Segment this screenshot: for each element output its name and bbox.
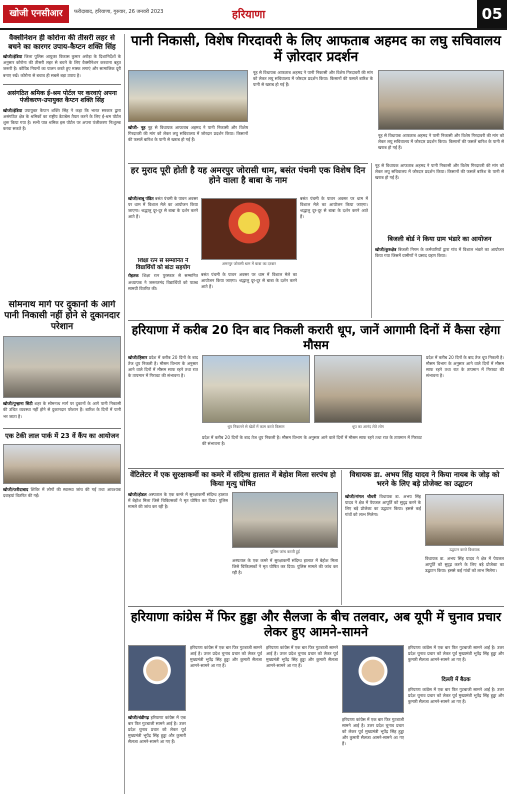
top-story-body-area — [128, 70, 504, 160]
weather-body-cont: प्रदेश में करीब 20 दिनों के बाद तेज धूप निकली है। मौसम विभाग के अनुसार आने वाले दिनों में मौसम साफ रहने तथा रात के तापमान में गिरावट की संभावना है। — [202, 435, 422, 447]
story-shiksha-body: रोहतक शिक्षा रत्न पुरस्कार से सम्मानित अध्यापक ने जरूरतमंद विद्यार्थियों को पाठ्य सामग्री वितरित की। — [128, 273, 198, 291]
story-baba-body-cont: बसंत पंचमी के पावन अवसर पर धाम में विशाल मेले का आयोजन किया जाएगा। श्रद्धालु दूर-दूर से बाबा के दर्शन करने आते हैं। — [201, 272, 297, 290]
story-baba-body-col3: बसंत पंचमी के पावन अवसर पर धाम में विशाल मेले का आयोजन किया जाएगा। श्रद्धालु दूर-दूर से बाबा के दर्शन करने आते हैं। — [300, 196, 368, 220]
protest-photo — [128, 70, 248, 122]
farmers-photo — [202, 355, 310, 423]
hooda-portrait-photo — [128, 645, 186, 711]
mla-photo-caption: उद्घाटन करते विधायक — [449, 547, 480, 552]
congress-body-col5: हरियाणा कांग्रेस में एक बार फिर गुटबाजी सामने आई है। उत्तर प्रदेश चुनाव प्रचार को लेकर पूर्व मुख्यमंत्री भूपेंद्र सिंह हुड्डा और कुमारी सैलजा आमने-सामने आ गए हैं। — [408, 645, 504, 663]
top-story-tail: नूह से विधायक आफताब अहमद ने पानी निकासी और विशेष गिरदावरी की मांग को लेकर लघु सचिवालय में जोरदार प्रदर्शन किया। किसानों की फसलें बारिश के पानी से खराब हो गई हैं। — [375, 163, 504, 181]
top-story-lead: खोजी- नूह नूह से विधायक आफताब अहमद ने पानी निकासी और विशेष गिरदावरी की मांग को लेकर लघु सचिवालय में जोरदार प्रदर्शन किया। किसानों की फसलें बारिश के पानी से खराब हो गई हैं। — [128, 125, 248, 143]
temple-photo-caption: अमरपुर जोरासी धाम में बाबा का दरबार — [222, 261, 276, 266]
story-baba-body: खोजी/बाबू पंडित बसंत पंचमी के पावन अवसर पर धाम में विशाल मेले का आयोजन किया जाएगा। श्रद्धालु दूर-दूर से बाबा के दर्शन करने आते हैं। — [128, 196, 198, 220]
story-power-body: खोजी/कुरुक्षेत्र बिजली निगम के कर्मचारियों द्वारा गांव में विशाल भंडारे का आयोजन किया गया जिसमें ग्रामीणों ने प्रसाद ग्रहण किया। — [375, 246, 504, 258]
security-guard-body-cont: अस्पताल के एक कमरे में सुरक्षाकर्मी संदिग्ध हालात में बेहोश मिला जिसे चिकित्सकों ने मृत घोषित कर दिया। पुलिस मामले की जांच कर रही है। — [232, 558, 338, 576]
story-eshram-body: खोजी/इंडिया उपायुक्त कैप्टन शक्ति सिंह ने कहा कि भारत सरकार द्वारा असंगठित क्षेत्र के श्रमिकों का राष्ट्रीय डेटाबेस तैयार करने के लिए ई-श्रम पोर्टल शुरू किया गया है। सभी पात्र श्रमिक इस पोर्टल पर अपना पंजीकरण निःशुल्क करवा सकते हैं। — [3, 107, 121, 131]
story-power-headline: बिजली बोर्ड ने किया ग्राम भंडारे का आयोजन — [387, 235, 492, 243]
divider — [128, 606, 504, 607]
congress-story-area — [128, 645, 504, 795]
temple-photo — [201, 198, 297, 260]
newspaper-logo: खोजी एनसीआर — [3, 5, 69, 23]
mla-story-area — [345, 494, 504, 604]
story-somnath-headline: सोमनाथ मार्ग पर दुकानों के आगे पानी निकासी नहीं होने से दुकानदार परेशान — [4, 300, 120, 332]
farmers-photo-caption: धूप निकलने से खेतों में काम करते किसान — [227, 424, 285, 429]
story-shiksha-area — [128, 258, 198, 318]
protest-crowd-photo — [378, 70, 504, 130]
street-photo — [3, 336, 121, 398]
hospital-photo — [232, 492, 338, 548]
story-vaccination-dateline: खोजी/इंडिया — [3, 54, 23, 60]
divider — [3, 84, 121, 85]
left-column-lower — [3, 300, 121, 790]
divider — [128, 468, 504, 469]
story-somnath-body: खोजी/पुन्हाना सिटी शहर के सोमनाथ मार्ग पर दुकानों के आगे पानी निकासी की उचित व्यवस्था नहीं होने से दुकानदार परेशान हैं। बारिश के दिनों में पानी भर जाता है। — [3, 401, 121, 419]
story-camp-body: खोजी/फरीदाबाद शिविर में लोगों की स्वास्थ्य जांच की गई तथा आवश्यक दवाइयां वितरित की गईं। — [3, 486, 121, 498]
weather-headline: हरियाणा में करीब 20 दिन बाद निकली करारी धूप, जानें आगामी दिनों में कैसा रहेगा मौसम — [131, 323, 501, 352]
congress-subhead: दिल्ली में बैठक — [441, 677, 471, 683]
top-story-body-cont: नूह से विधायक आफताब अहमद ने पानी निकासी और विशेष गिरदावरी की मांग को लेकर लघु सचिवालय में जोरदार प्रदर्शन किया। किसानों की फसलें बारिश के पानी से खराब हो गई हैं। — [378, 133, 504, 151]
selja-portrait-photo — [342, 645, 404, 713]
mla-headline: विधायक डा. अभय सिंह यादव ने किया नायब के जोड़ को भरने के लिए बड़े प्रोजेक्ट का उद्घाटन — [349, 470, 500, 488]
issue-dateline: फरीदाबाद, हरियाणा, गुरुवार, 26 जनवरी 2023 — [74, 9, 164, 15]
weather-story-area — [128, 355, 504, 465]
story-eshram-headline: असंगठित श्रमिक ई-श्रम पोर्टल पर करवाएं अपना पंजीकरण-उपायुक्त कैप्टन शक्ति सिंह — [7, 89, 117, 105]
congress-body-col3: हरियाणा कांग्रेस में एक बार फिर गुटबाजी सामने आई है। उत्तर प्रदेश चुनाव प्रचार को लेकर पूर्व मुख्यमंत्री भूपेंद्र सिंह हुड्डा और कुमारी सैलजा आमने-सामने आ गए हैं। — [266, 645, 338, 669]
security-guard-body: खोजी/होडल अस्पताल के एक कमरे में सुरक्षाकर्मी संदिग्ध हालात में बेहोश मिला जिसे चिकित्सकों ने मृत घोषित कर दिया। पुलिस मामले की जांच कर रही है। — [128, 492, 228, 510]
page-number: 05 — [477, 0, 507, 28]
weather-body-col4: प्रदेश में करीब 20 दिनों के बाद तेज धूप निकली है। मौसम विभाग के अनुसार आने वाले दिनों में मौसम साफ रहने तथा रात के तापमान में गिरावट की संभावना है। — [426, 355, 504, 379]
story-vaccination-headline: वैक्सीनेशन ही कोरोना की तीसरी लहर से बचने का कारगर उपाय-कैप्टन शक्ति सिंह — [8, 34, 116, 51]
congress-body-col6: हरियाणा कांग्रेस में एक बार फिर गुटबाजी सामने आई है। उत्तर प्रदेश चुनाव प्रचार को लेकर पूर्व मुख्यमंत्री भूपेंद्र सिंह हुड्डा और कुमारी सैलजा आमने-सामने आ गए हैं। — [408, 687, 504, 705]
divider — [3, 428, 121, 429]
column-divider — [371, 163, 372, 318]
top-story-body: नूह से विधायक आफताब अहमद ने पानी निकासी और विशेष गिरदावरी की मांग को लेकर लघु सचिवालय में जोरदार प्रदर्शन किया। किसानों की फसलें बारिश के पानी से खराब हो गई हैं। — [253, 70, 373, 88]
top-story-headline: पानी निकासी, विशेष गिरदावरी के लिए आफताब अहमद का लघु सचिवालय में ज़ोरदार प्रदर्शन — [130, 33, 502, 66]
congress-body-col2: हरियाणा कांग्रेस में एक बार फिर गुटबाजी सामने आई है। उत्तर प्रदेश चुनाव प्रचार को लेकर पूर्व मुख्यमंत्री भूपेंद्र सिंह हुड्डा और कुमारी सैलजा आमने-सामने आ गए हैं। — [190, 645, 262, 669]
weather-body: खोजी/हिसार प्रदेश में करीब 20 दिनों के बाद तेज धूप निकली है। मौसम विभाग के अनुसार आने वाले दिनों में मौसम साफ रहने तथा रात के तापमान में गिरावट की संभावना है। — [128, 355, 198, 379]
mla-body: खोजी/नांगल चौधरी विधायक डा. अभय सिंह यादव ने क्षेत्र में पेयजल आपूर्ति को सुदृढ़ करने के लिए बड़े प्रोजेक्ट का उद्घाटन किया। इससे कई गांवों को लाभ मिलेगा। — [345, 494, 421, 518]
column-divider — [341, 470, 342, 605]
masthead — [0, 0, 507, 30]
story-shiksha-headline: शिक्षा रत्न से सम्मानित ने विद्यार्थियों को बांटा सहयोग — [135, 258, 191, 271]
congress-headline: हरियाणा कांग्रेस में फिर हुड्डा और सैलजा के बीच तलवार, अब यूपी में चुनाव प्रचार लेकर हुए आमने-सामने — [130, 609, 502, 640]
sunshine-photo-caption: धूप का आनंद लेते लोग — [352, 424, 384, 429]
column-divider — [124, 34, 125, 794]
story-power-area — [375, 163, 504, 318]
sunshine-photo — [314, 355, 422, 423]
story-baba-headline: हर मुराद पूरी होती है यह अमरपुर जोरासी धाम, बसंत पंचमी एक विशेष दिन होने वाला है बाबा के नाम — [130, 166, 366, 187]
camp-photo — [3, 444, 121, 484]
story-camp-headline: एक टेकी लाल पार्क में 23 वें कैंप का आयोजन — [5, 431, 119, 440]
mla-body-cont: विधायक डा. अभय सिंह यादव ने क्षेत्र में पेयजल आपूर्ति को सुदृढ़ करने के लिए बड़े प्रोजेक्ट का उद्घाटन किया। इससे कई गांवों को लाभ मिलेगा। — [425, 556, 504, 574]
security-guard-area — [128, 492, 338, 602]
hospital-photo-caption: पुलिस जांच करती हुई — [270, 549, 300, 554]
section-title: हरियाणा — [232, 8, 266, 21]
divider — [128, 320, 504, 321]
mla-photo — [425, 494, 504, 546]
divider — [128, 163, 368, 164]
story-vaccination-body: खोजी/इंडिया जिला पुलिस आयुक्त विकास कुमार अरोड़ा के दिशानिर्देशों के अनुसार कोरोना की तीसरी लहर से बचने के लिए वैक्सीनेशन करवाना बहुत जरूरी है। कोविड नियमों का पालन करते हुए मास्क लगाएं और सामाजिक दूरी बनाए रखें। कोरोना से बचाव ही सबसे बड़ा उपाय है। — [3, 54, 121, 78]
congress-body: खोजी/चंडीगढ़ हरियाणा कांग्रेस में एक बार फिर गुटबाजी सामने आई है। उत्तर प्रदेश चुनाव प्रचार को लेकर पूर्व मुख्यमंत्री भूपेंद्र सिंह हुड्डा और कुमारी सैलजा आमने-सामने आ गए हैं। — [128, 715, 186, 745]
security-guard-headline: वेंटिलेटर में एक सुरक्षाकर्मी का कमरे में संदिग्ध हालात में बेहोश मिला सरपंच हो किया मृत्यु घोषित — [130, 470, 336, 488]
congress-body-col4: हरियाणा कांग्रेस में एक बार फिर गुटबाजी सामने आई है। उत्तर प्रदेश चुनाव प्रचार को लेकर पूर्व मुख्यमंत्री भूपेंद्र सिंह हुड्डा और कुमारी सैलजा आमने-सामने आ गए हैं। — [342, 717, 404, 747]
